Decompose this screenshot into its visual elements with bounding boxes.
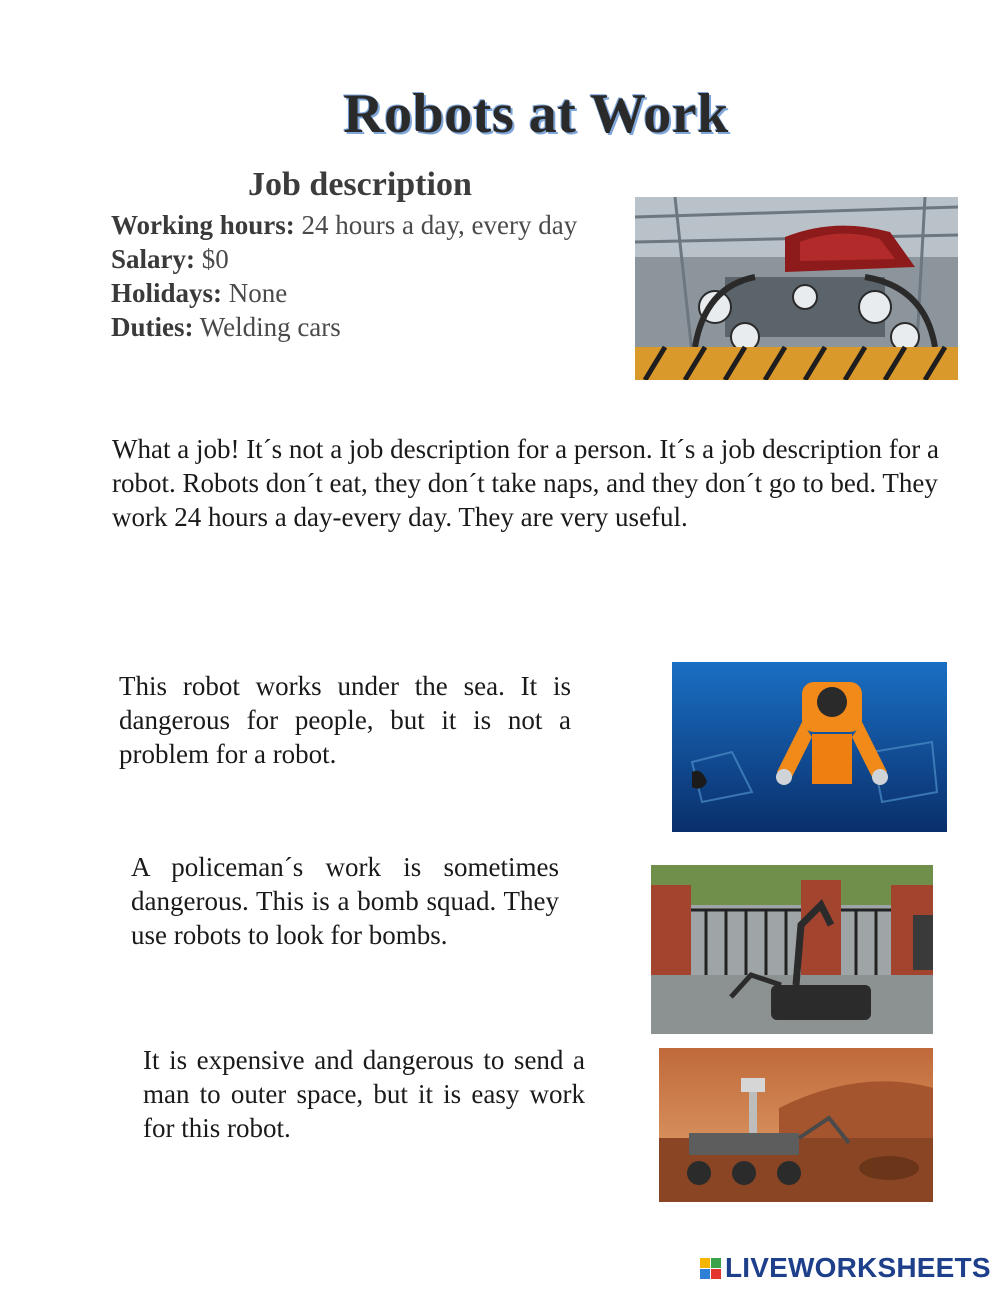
job-row-label: Salary: — [111, 244, 195, 274]
job-row-value: None — [222, 278, 288, 308]
job-row-label: Holidays: — [111, 278, 223, 308]
liveworksheets-logo-icon — [700, 1258, 721, 1279]
job-row-label: Duties: — [111, 312, 194, 342]
factory-robot-photo — [635, 197, 958, 380]
brand-name: LIVEWORKSHEETS — [725, 1252, 991, 1283]
underwater-robot-photo — [672, 662, 947, 832]
underwater-robot-paragraph: This robot works under the sea. It is dangerous for people, but it is not a problem for a robot. — [119, 671, 571, 769]
job-row-value: 24 hours a day, every day — [294, 210, 578, 240]
job-row-label: Working hours: — [111, 210, 295, 240]
intro-paragraph: What a job! It´s not a job description for a person. It´s a job description for a robot. Robots don´t eat, they don´t take naps, and they don´t go to bed. They work 24 hours a day-every day. They are very useful. — [112, 434, 940, 532]
job-row-holidays — [111, 276, 577, 310]
job-description-heading: Job description — [248, 166, 472, 203]
bomb-squad-robot-photo — [651, 865, 933, 1034]
job-description-list — [111, 208, 577, 344]
job-row-duties — [111, 310, 577, 344]
liveworksheets-brand — [700, 1252, 991, 1284]
job-row-salary — [111, 242, 577, 276]
page-title: Robots at Work — [343, 83, 729, 145]
job-row-value: $0 — [195, 244, 229, 274]
mars-rover-photo — [659, 1048, 933, 1202]
bomb-squad-paragraph: A policeman´s work is sometimes dangerous. This is a bomb squad. They use robots to look for bombs. — [131, 852, 559, 950]
job-row-working-hours — [111, 208, 577, 242]
space-robot-paragraph: It is expensive and dangerous to send a man to outer space, but it is easy work for this robot. — [143, 1045, 585, 1143]
job-row-value: Welding cars — [193, 312, 341, 342]
